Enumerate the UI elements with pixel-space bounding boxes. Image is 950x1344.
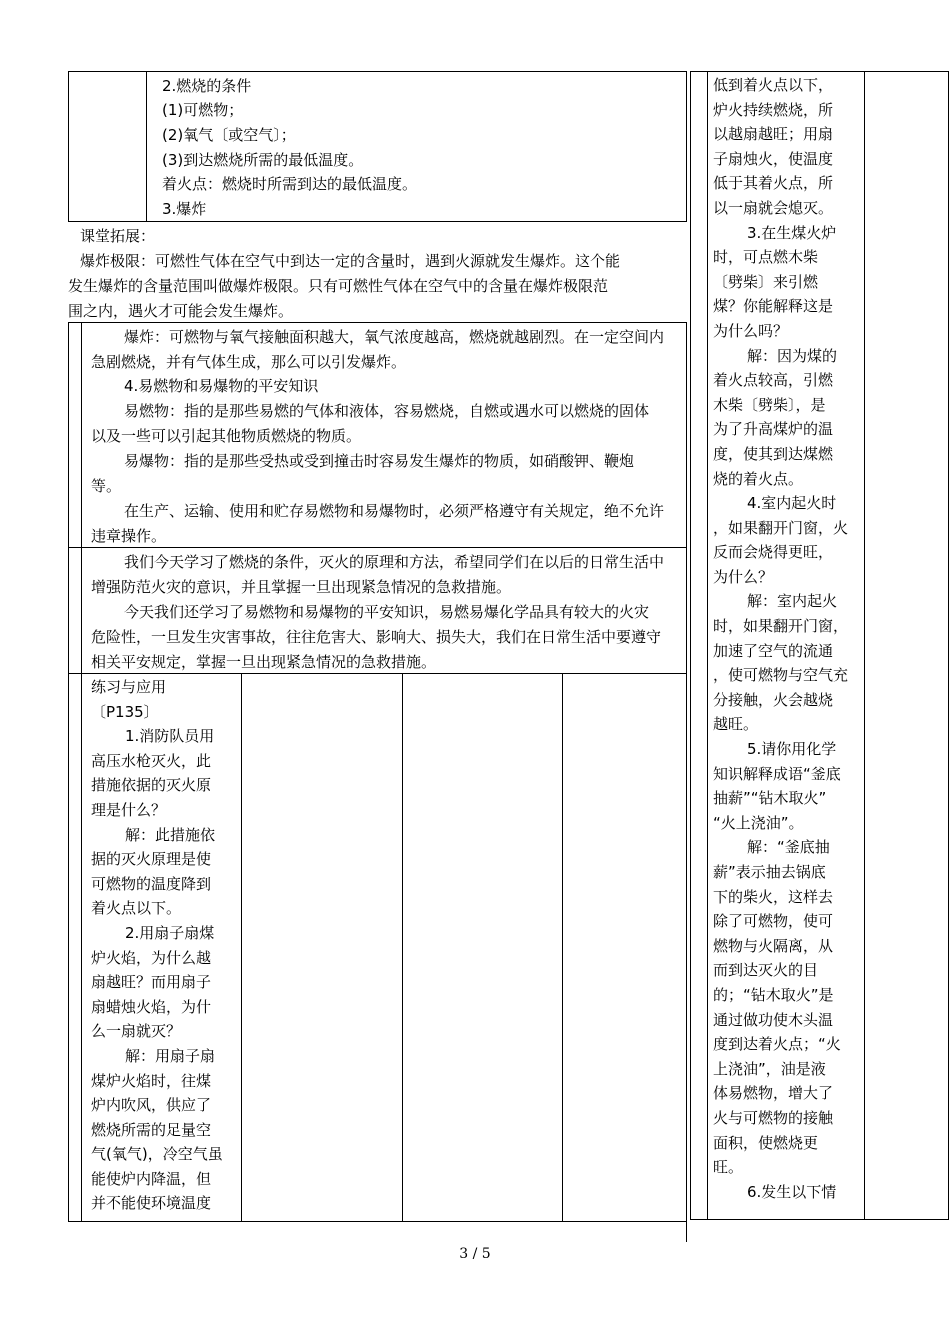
question-line: 3.在生煤火炉 bbox=[747, 223, 837, 242]
answer-line: 为了升高煤炉的温 bbox=[713, 420, 834, 439]
question-line: 知识解释成语“釜底 bbox=[713, 764, 841, 783]
expansion-text: 发生爆炸的含量范围叫做爆炸极限。只有可燃性气体在空气中的含量在爆炸极限范 bbox=[68, 277, 609, 295]
rule bbox=[686, 322, 687, 1222]
answer-line: 解：因为煤的 bbox=[747, 346, 838, 365]
answer-line: 的；“钻木取火”是 bbox=[713, 985, 834, 1004]
explosive-text: 易爆物：指的是那些受热或受到撞击时容易发生爆炸的物质，如硝酸钾、鞭炮 bbox=[124, 452, 635, 470]
practice-line: 解：此措施依 bbox=[125, 825, 216, 844]
expansion-text: 围之内，遇火才可能会发生爆炸。 bbox=[68, 302, 294, 320]
regulation-text: 在生产、运输、使用和贮存易燃物和易爆物时，必须严格遵守有关规定，绝不允许 bbox=[124, 502, 665, 520]
explosion-heading: 3.爆炸 bbox=[162, 200, 207, 218]
rule bbox=[562, 673, 563, 1222]
summary-text: 今天我们还学习了易燃物和易爆物的平安知识，易燃易爆化学品具有较大的火灾 bbox=[124, 603, 650, 621]
question-line: 煤？你能解释这是 bbox=[713, 297, 834, 316]
rule bbox=[68, 322, 69, 1222]
answer-line: 面积，使燃烧更 bbox=[713, 1133, 819, 1152]
question-line: 6.发生以下情 bbox=[747, 1182, 837, 1201]
question-line: 〔劈柴〕来引燃 bbox=[713, 272, 819, 291]
practice-line: 据的灭火原理是使 bbox=[91, 850, 212, 869]
answer-line: 度，使其到达煤燃 bbox=[713, 444, 834, 463]
summary-text: 我们今天学习了燃烧的条件，灭火的原理和方法，希望同学们在以后的日常生活中 bbox=[124, 553, 665, 571]
practice-line: 燃烧所需的足量空 bbox=[91, 1120, 212, 1139]
practice-line: 气(氧气)，冷空气虽 bbox=[91, 1145, 223, 1164]
answer-line: 着火点较高，引燃 bbox=[713, 371, 834, 390]
right-column bbox=[713, 73, 848, 1204]
question-line: 反而会烧得更旺， bbox=[713, 543, 834, 562]
question-line: ，如果翻开门窗，火 bbox=[713, 518, 849, 537]
rule bbox=[690, 71, 691, 1220]
answer-line: 而到达灭火的目 bbox=[713, 961, 819, 980]
answer-line: 解：“釜底抽 bbox=[747, 838, 830, 857]
explosion-text: 爆炸：可燃物与氧气接触面积越大，氧气浓度越高，燃烧就越剧烈。在一定空间内 bbox=[124, 328, 665, 346]
rule bbox=[864, 71, 865, 1220]
flammable-text: 以及一些可以引起其他物质燃烧的物质。 bbox=[91, 427, 362, 445]
explosive-text: 等。 bbox=[91, 477, 122, 495]
practice-line: 煤炉火焰时，往煤 bbox=[91, 1071, 212, 1090]
question-line: 为什么？ bbox=[713, 567, 774, 586]
condition-heading: 2.燃烧的条件 bbox=[162, 77, 252, 95]
rule bbox=[68, 71, 69, 222]
answer-line: 通过做功使木头温 bbox=[713, 1010, 834, 1029]
answer-line: 度到达着火点；“火 bbox=[713, 1035, 841, 1054]
practice-line: 1.消防队员用 bbox=[125, 727, 215, 746]
answer-line: 旺。 bbox=[713, 1158, 744, 1177]
answer-line: 子扇烛火，使温度 bbox=[713, 149, 834, 168]
answer-line: 解：室内起火 bbox=[747, 592, 838, 611]
rule bbox=[81, 322, 82, 1222]
question-line: 4.室内起火时 bbox=[747, 494, 837, 513]
ignition-point-definition: 着火点：燃烧时所需到达的最低温度。 bbox=[162, 175, 418, 193]
rule bbox=[707, 71, 708, 1220]
practice-line: 么一扇就灭？ bbox=[91, 1022, 182, 1041]
condition-item: (1)可燃物； bbox=[162, 101, 244, 119]
summary-text: 增强防范火灾的意识，并且掌握一旦出现紧急情况的急救措施。 bbox=[91, 578, 512, 596]
question-line: 抽薪”“钻木取火” bbox=[713, 789, 827, 808]
practice-line: 〔P135〕 bbox=[91, 702, 159, 721]
practice-line: 能使炉内降温，但 bbox=[91, 1169, 212, 1188]
answer-line: 炉火持续燃烧，所 bbox=[713, 100, 834, 119]
practice-column bbox=[91, 675, 223, 1216]
answer-line: 低于其着火点，所 bbox=[713, 174, 834, 193]
rule bbox=[690, 71, 949, 72]
question-line: 时，可点燃木柴 bbox=[713, 248, 819, 267]
practice-line: 炉内吹风，供应了 bbox=[91, 1096, 212, 1115]
answer-line: 低到着火点以下， bbox=[713, 76, 834, 94]
practice-line: 炉火焰，为什么越 bbox=[91, 948, 212, 967]
rule bbox=[146, 71, 147, 222]
rule bbox=[241, 673, 242, 1222]
expansion-heading: 课堂拓展： bbox=[80, 227, 156, 245]
page-number: 3 / 5 bbox=[459, 1246, 491, 1262]
answer-line: 时，如果翻开门窗， bbox=[713, 617, 849, 636]
condition-item: (3)到达燃烧所需的最低温度。 bbox=[162, 151, 364, 169]
question-line: 5.请你用化学 bbox=[747, 740, 837, 759]
practice-line: 扇越旺？而用扇子 bbox=[91, 973, 212, 992]
answer-line: 越旺。 bbox=[713, 715, 759, 734]
practice-line: 着火点以下。 bbox=[91, 899, 182, 918]
practice-line: 解：用扇子扇 bbox=[125, 1046, 216, 1065]
rule bbox=[68, 221, 687, 222]
answer-line: 木柴〔劈柴〕，是 bbox=[713, 395, 826, 414]
explosion-text: 急剧燃烧，并有气体生成，那么可以引发爆炸。 bbox=[91, 353, 407, 371]
rule bbox=[402, 673, 403, 1222]
answer-line: 分接触，火会越烧 bbox=[713, 690, 834, 709]
question-line: “火上浇油”。 bbox=[713, 813, 804, 832]
safety-heading: 4.易燃物和易爆物的平安知识 bbox=[124, 377, 319, 395]
practice-line: 可燃物的温度降到 bbox=[91, 874, 212, 893]
rule bbox=[690, 1219, 949, 1220]
answer-line: 燃物与火隔离，从 bbox=[713, 936, 834, 955]
expansion-text: 爆炸极限：可燃性气体在空气中到达一定的含量时，遇到火源就发生爆炸。这个能 bbox=[80, 252, 621, 270]
answer-line: 火与可燃物的接触 bbox=[713, 1108, 834, 1127]
answer-line: 上浇油”，油是液 bbox=[713, 1059, 826, 1078]
practice-line: 扇蜡烛火焰，为什 bbox=[91, 997, 212, 1016]
practice-heading: 练习与应用 bbox=[91, 678, 167, 696]
regulation-text: 违章操作。 bbox=[91, 527, 167, 545]
flammable-text: 易燃物：指的是那些易燃的气体和液体，容易燃烧，自燃或遇水可以燃烧的固体 bbox=[124, 402, 650, 420]
rule bbox=[68, 71, 687, 72]
answer-line: 薪”表示抽去锅底 bbox=[713, 863, 826, 881]
condition-item: (2)氧气〔或空气〕； bbox=[162, 126, 296, 144]
rule bbox=[68, 1221, 687, 1222]
question-line: 为什么吗？ bbox=[713, 321, 789, 340]
rule bbox=[686, 1220, 687, 1242]
answer-line: 以越扇越旺；用扇 bbox=[713, 125, 834, 144]
summary-text: 相关平安规定，掌握一旦出现紧急情况的急救措施。 bbox=[91, 653, 437, 671]
practice-line: 高压水枪灭火，此 bbox=[91, 751, 212, 770]
answer-line: ，使可燃物与空气充 bbox=[713, 666, 849, 685]
answer-line: 以一扇就会熄灭。 bbox=[713, 198, 834, 217]
answer-line: 下的柴火，这样去 bbox=[713, 887, 834, 906]
practice-line: 措施依据的灭火原 bbox=[91, 776, 212, 795]
answer-line: 体易燃物，增大了 bbox=[713, 1084, 834, 1103]
practice-line: 2.用扇子扇煤 bbox=[125, 923, 215, 942]
summary-text: 危险性，一旦发生灾害事故，往往危害大、影响大、损失大，我们在日常生活中要遵守 bbox=[91, 628, 662, 646]
answer-line: 加速了空气的流通 bbox=[713, 641, 834, 660]
rule bbox=[686, 71, 687, 222]
practice-line: 理是什么？ bbox=[91, 800, 167, 819]
answer-line: 除了可燃物，使可 bbox=[713, 912, 834, 931]
rule bbox=[948, 71, 949, 1220]
answer-line: 烧的着火点。 bbox=[713, 469, 804, 488]
practice-line: 并不能使环境温度 bbox=[91, 1194, 212, 1213]
